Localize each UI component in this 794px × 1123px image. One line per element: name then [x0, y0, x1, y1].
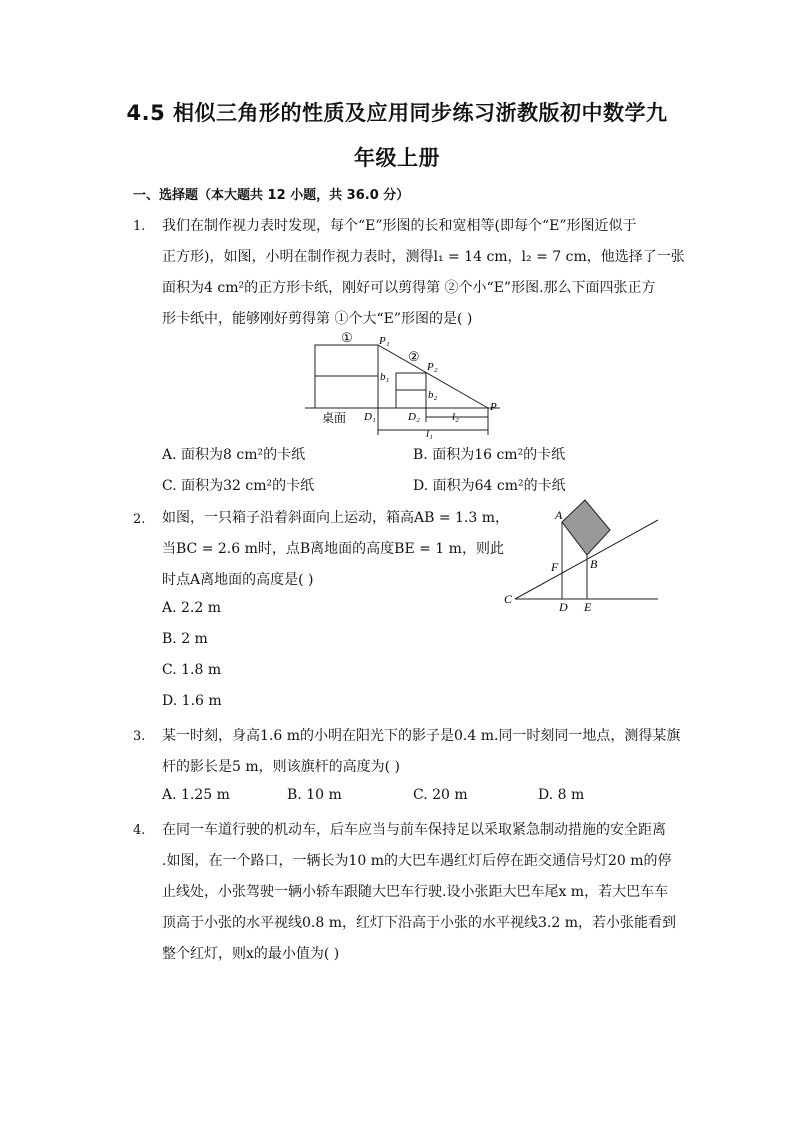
label-p2: P₂ [427, 361, 438, 373]
question-3-option-a[interactable]: A. 1.25 m [162, 787, 230, 803]
question-2-line: 如图，一只箱子沿着斜面向上运动，箱高AB = 1.3 m， [162, 510, 510, 526]
page-title-line2: 年级上册 [354, 146, 440, 170]
question-1-number: 1. [133, 219, 146, 234]
question-3-line: 杆的影长是5 m，则该旗杆的高度为( ) [162, 759, 401, 775]
label-f: F [551, 560, 559, 574]
question-1-option-c[interactable]: C. 面积为32 cm²的卡纸 [162, 478, 315, 494]
question-2-line: 时点A离地面的高度是( ) [162, 572, 314, 588]
label-l2: l₂ [452, 411, 459, 423]
question-3-number: 3. [133, 729, 146, 744]
label-a: A [555, 508, 563, 522]
question-4-number: 4. [133, 823, 146, 838]
label-b: B [590, 557, 598, 571]
label-d: D [559, 600, 568, 614]
question-1-option-a[interactable]: A. 面积为8 cm²的卡纸 [162, 447, 306, 463]
question-4-line: 整个红灯，则x的最小值为( ) [162, 946, 340, 962]
label-circle-2: ② [408, 349, 420, 364]
question-1-line: 形卡纸中，能够刚好剪得第 ①个大“E”形图的是( ) [162, 311, 473, 327]
question-1-option-d[interactable]: D. 面积为64 cm²的卡纸 [413, 478, 566, 494]
label-c: C [504, 592, 513, 606]
question-1-line: 正方形)，如图，小明在制作视力表时，测得l₁ = 14 cm，l₂ = 7 cm，他选择了一张 [162, 249, 685, 265]
question-4-line: 顶高于小张的水平视线0.8 m，红灯下沿高于小张的水平视线3.2 m，若小张能看到 [162, 915, 676, 931]
question-2-option-c[interactable]: C. 1.8 m [162, 662, 222, 678]
question-1-line: 我们在制作视力表时发现，每个“E”形图的长和宽相等(即每个“E”形图近似于 [162, 218, 637, 234]
question-2-number: 2. [133, 512, 146, 527]
question-4-line: 在同一车道行驶的机动车，后车应当与前车保持足以采取紧急制动措施的安全距离 [162, 822, 666, 838]
question-2-line: 当BC = 2.6 m时，点B离地面的高度BE = 1 m，则此 [162, 541, 504, 557]
label-l1: l₁ [426, 428, 433, 440]
question-2-figure [500, 495, 665, 615]
question-4-line: .如图，在一个路口，一辆长为10 m的大巴车遇红灯后停在距交通信号灯20 m的停 [162, 853, 672, 869]
question-3-option-c[interactable]: C. 20 m [413, 787, 468, 803]
label-desk: 桌面 [322, 411, 347, 425]
question-2-option-d[interactable]: D. 1.6 m [162, 693, 222, 709]
label-p: P [490, 401, 497, 413]
label-e: E [584, 600, 592, 614]
question-1-option-b[interactable]: B. 面积为16 cm²的卡纸 [413, 447, 566, 463]
page-title: 4.5 相似三角形的性质及应用同步练习浙教版初中数学九 [126, 101, 668, 125]
question-2-option-b[interactable]: B. 2 m [162, 631, 208, 647]
label-p1: P₁ [379, 335, 390, 347]
question-1-line: 面积为4 cm²的正方形卡纸，刚好可以剪得第 ②个小“E”形图.那么下面四张正方 [162, 280, 656, 296]
label-d2: D₂ [408, 411, 420, 423]
label-d1: D₁ [364, 411, 376, 423]
question-3-option-d[interactable]: D. 8 m [538, 787, 585, 803]
label-b1: b₁ [380, 371, 390, 383]
label-circle-1: ① [341, 330, 353, 345]
question-3-option-b[interactable]: B. 10 m [287, 787, 342, 803]
question-3-line: 某一时刻，身高1.6 m的小明在阳光下的影子是0.4 m.同一时刻同一地点，测得某旗 [162, 728, 681, 744]
label-b2: b₂ [428, 389, 438, 401]
section-heading: 一、选择题（本大题共 12 小题，共 36.0 分） [133, 188, 410, 203]
question-2-option-a[interactable]: A. 2.2 m [162, 600, 222, 616]
question-4-line: 止线处，小张驾驶一辆小轿车跟随大巴车行驶.设小张距大巴车尾x m，若大巴车车 [162, 884, 669, 900]
question-1-figure [300, 330, 510, 440]
box-shape [562, 500, 610, 555]
